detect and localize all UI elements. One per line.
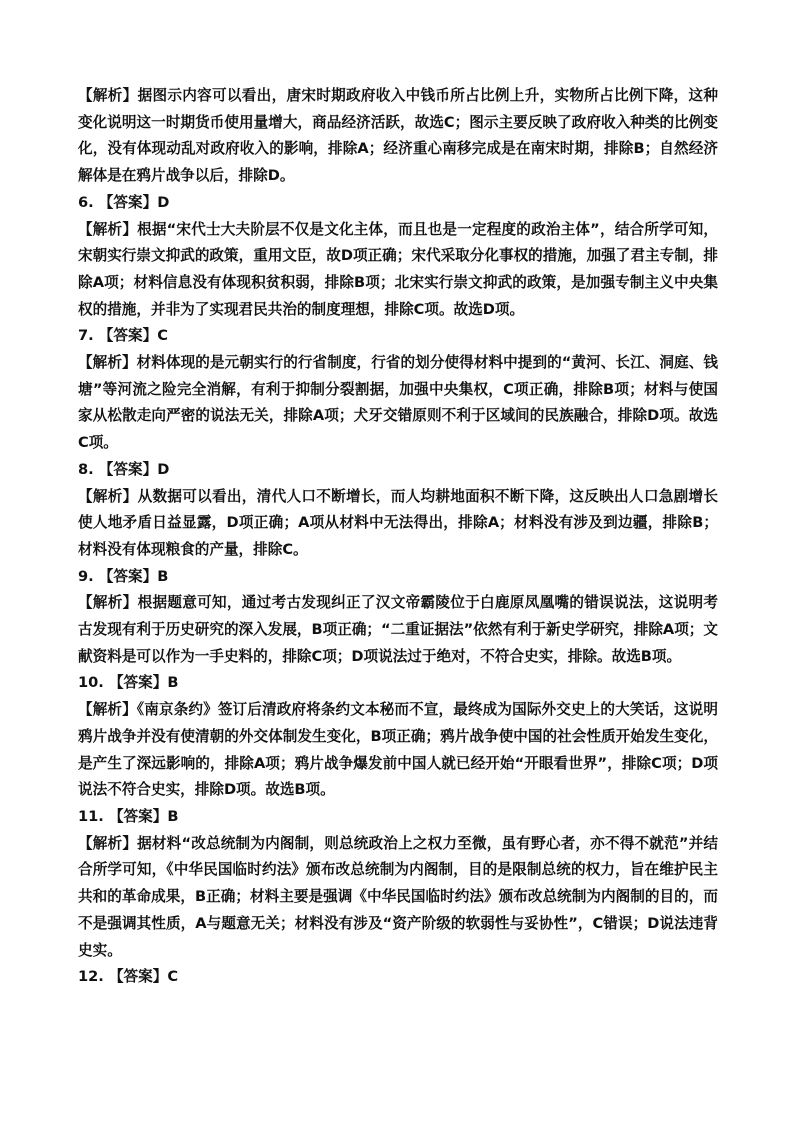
q9-analysis xyxy=(78,590,718,670)
answer-label: 【答案】 xyxy=(98,327,158,345)
question-number: 9. xyxy=(78,567,94,585)
q7-analysis xyxy=(78,350,718,457)
analysis-label: 【解析】 xyxy=(78,834,138,852)
analysis-label: 【解析】 xyxy=(78,87,138,104)
answer-value: C xyxy=(167,968,179,986)
q10-answer xyxy=(78,670,718,697)
answer-value: C xyxy=(157,327,168,345)
analysis-text: 材料体现的是元朝实行的行省制度，行省的划分使得材料中提到的“黄河、长江、洞庭、钱塘”等河流之险完全消解，有利于抑制分裂割据，加强中央集权，C项正确，排除B项；材料与使国家从松散走向严密的说法无关，排除A项；犬牙交错原则不利于区域间的民族融合，排除D项。故选C项。 xyxy=(78,354,718,452)
question-number: 12. xyxy=(78,968,104,986)
q8-answer xyxy=(78,457,718,484)
analysis-text: 从数据可以看出，清代人口不断增长，而人均耕地面积不断下降，这反映出人口急剧增长使人地矛盾日益显露，D项正确；A项从材料中无法得出，排除A；材料没有涉及到边疆，排除B；材料没有体现粮食的产量，排除C。 xyxy=(78,487,718,558)
q10-analysis xyxy=(78,697,718,804)
answer-document xyxy=(78,83,718,991)
analysis-text: 据材料“改总统制为内阁制，则总统政治上之权力至微，虽有野心者，亦不得不就范”并结合所学可知，《中华民国临时约法》颁布改总统制为内阁制，目的是限制总统的权力，旨在维护民主共和的革命成果，B正确；材料主要是强调《中华民国临时约法》颁布改总统制为内阁制的目的，而不是强调其性质，A与题意无关；材料没有涉及“资产阶级的软弱性与妥协性”，C错误；D说法违背史实。 xyxy=(78,834,718,959)
question-number: 11. xyxy=(78,807,104,825)
q12-answer xyxy=(78,964,718,991)
q5-analysis xyxy=(78,83,718,190)
analysis-text: 根据题意可知，通过考古发现纠正了汉文帝霸陵位于白鹿原凤凰嘴的错误说法，这说明考古发现有利于历史研究的深入发展，B项正确；“二重证据法”依然有利于新史学研究，排除A项；文献资料是可以作为一手史料的，排除C项；D项说法过于绝对，不符合史实，排除。故选B项。 xyxy=(78,594,718,665)
answer-label: 【答案】 xyxy=(108,807,168,825)
question-number: 8. xyxy=(78,460,94,478)
answer-value: B xyxy=(167,807,179,825)
question-number: 6. xyxy=(78,193,94,211)
answer-label: 【答案】 xyxy=(98,460,158,478)
question-number: 10. xyxy=(78,674,104,692)
answer-value: B xyxy=(167,674,179,692)
analysis-label: 【解析】 xyxy=(78,487,138,505)
analysis-label: 【解析】 xyxy=(78,354,137,372)
answer-label: 【答案】 xyxy=(98,193,158,211)
answer-value: B xyxy=(157,567,169,585)
question-number: 7. xyxy=(78,327,94,345)
q7-answer xyxy=(78,323,718,350)
q8-analysis xyxy=(78,484,718,564)
analysis-label: 【解析】 xyxy=(78,594,138,612)
answer-label: 【答案】 xyxy=(98,567,158,585)
q9-answer xyxy=(78,564,718,591)
answer-label: 【答案】 xyxy=(108,968,168,986)
answer-value: D xyxy=(157,193,170,211)
answer-label: 【答案】 xyxy=(108,674,168,692)
analysis-label: 【解析】 xyxy=(78,701,137,719)
q11-analysis xyxy=(78,831,718,965)
q11-answer xyxy=(78,804,718,831)
q6-analysis xyxy=(78,217,718,324)
analysis-label: 【解析】 xyxy=(78,220,138,238)
analysis-text: 根据“宋代士大夫阶层不仅是文化主体，而且也是一定程度的政治主体”，结合所学可知，宋朝实行崇文抑武的政策，重用文臣，故D项正确；宋代采取分化事权的措施，加强了君主专制，排除A项；材料信息没有体现积贫积弱，排除B项；北宋实行崇文抑武的政策，是加强专制主义中央集权的措施，并非为了实现君民共治的制度理想，排除C项。故选D项。 xyxy=(78,220,718,318)
analysis-text: 《南京条约》签订后清政府将条约文本秘而不宣，最终成为国际外交史上的大笑话，这说明鸦片战争并没有使清朝的外交体制发生变化，B项正确；鸦片战争使中国的社会性质开始发生变化，是产生了深远影响的，排除A项；鸦片战争爆发前中国人就已经开始“开眼看世界”，排除C项；D项说法不符合史实，排除D项。故选B项。 xyxy=(78,701,718,799)
answer-value: D xyxy=(157,460,170,478)
analysis-text: 据图示内容可以看出，唐宋时期政府收入中钱币所占比例上升，实物所占比例下降，这种变化说明这一时期货币使用量增大，商品经济活跃，故选C；图示主要反映了政府收入种类的比例变化，没有体现动乱对政府收入的影响，排除A；经济重心南移完成是在南宋时期，排除B；自然经济解体是在鸦片战争以后，排除D。 xyxy=(78,87,718,185)
q6-answer xyxy=(78,190,718,217)
